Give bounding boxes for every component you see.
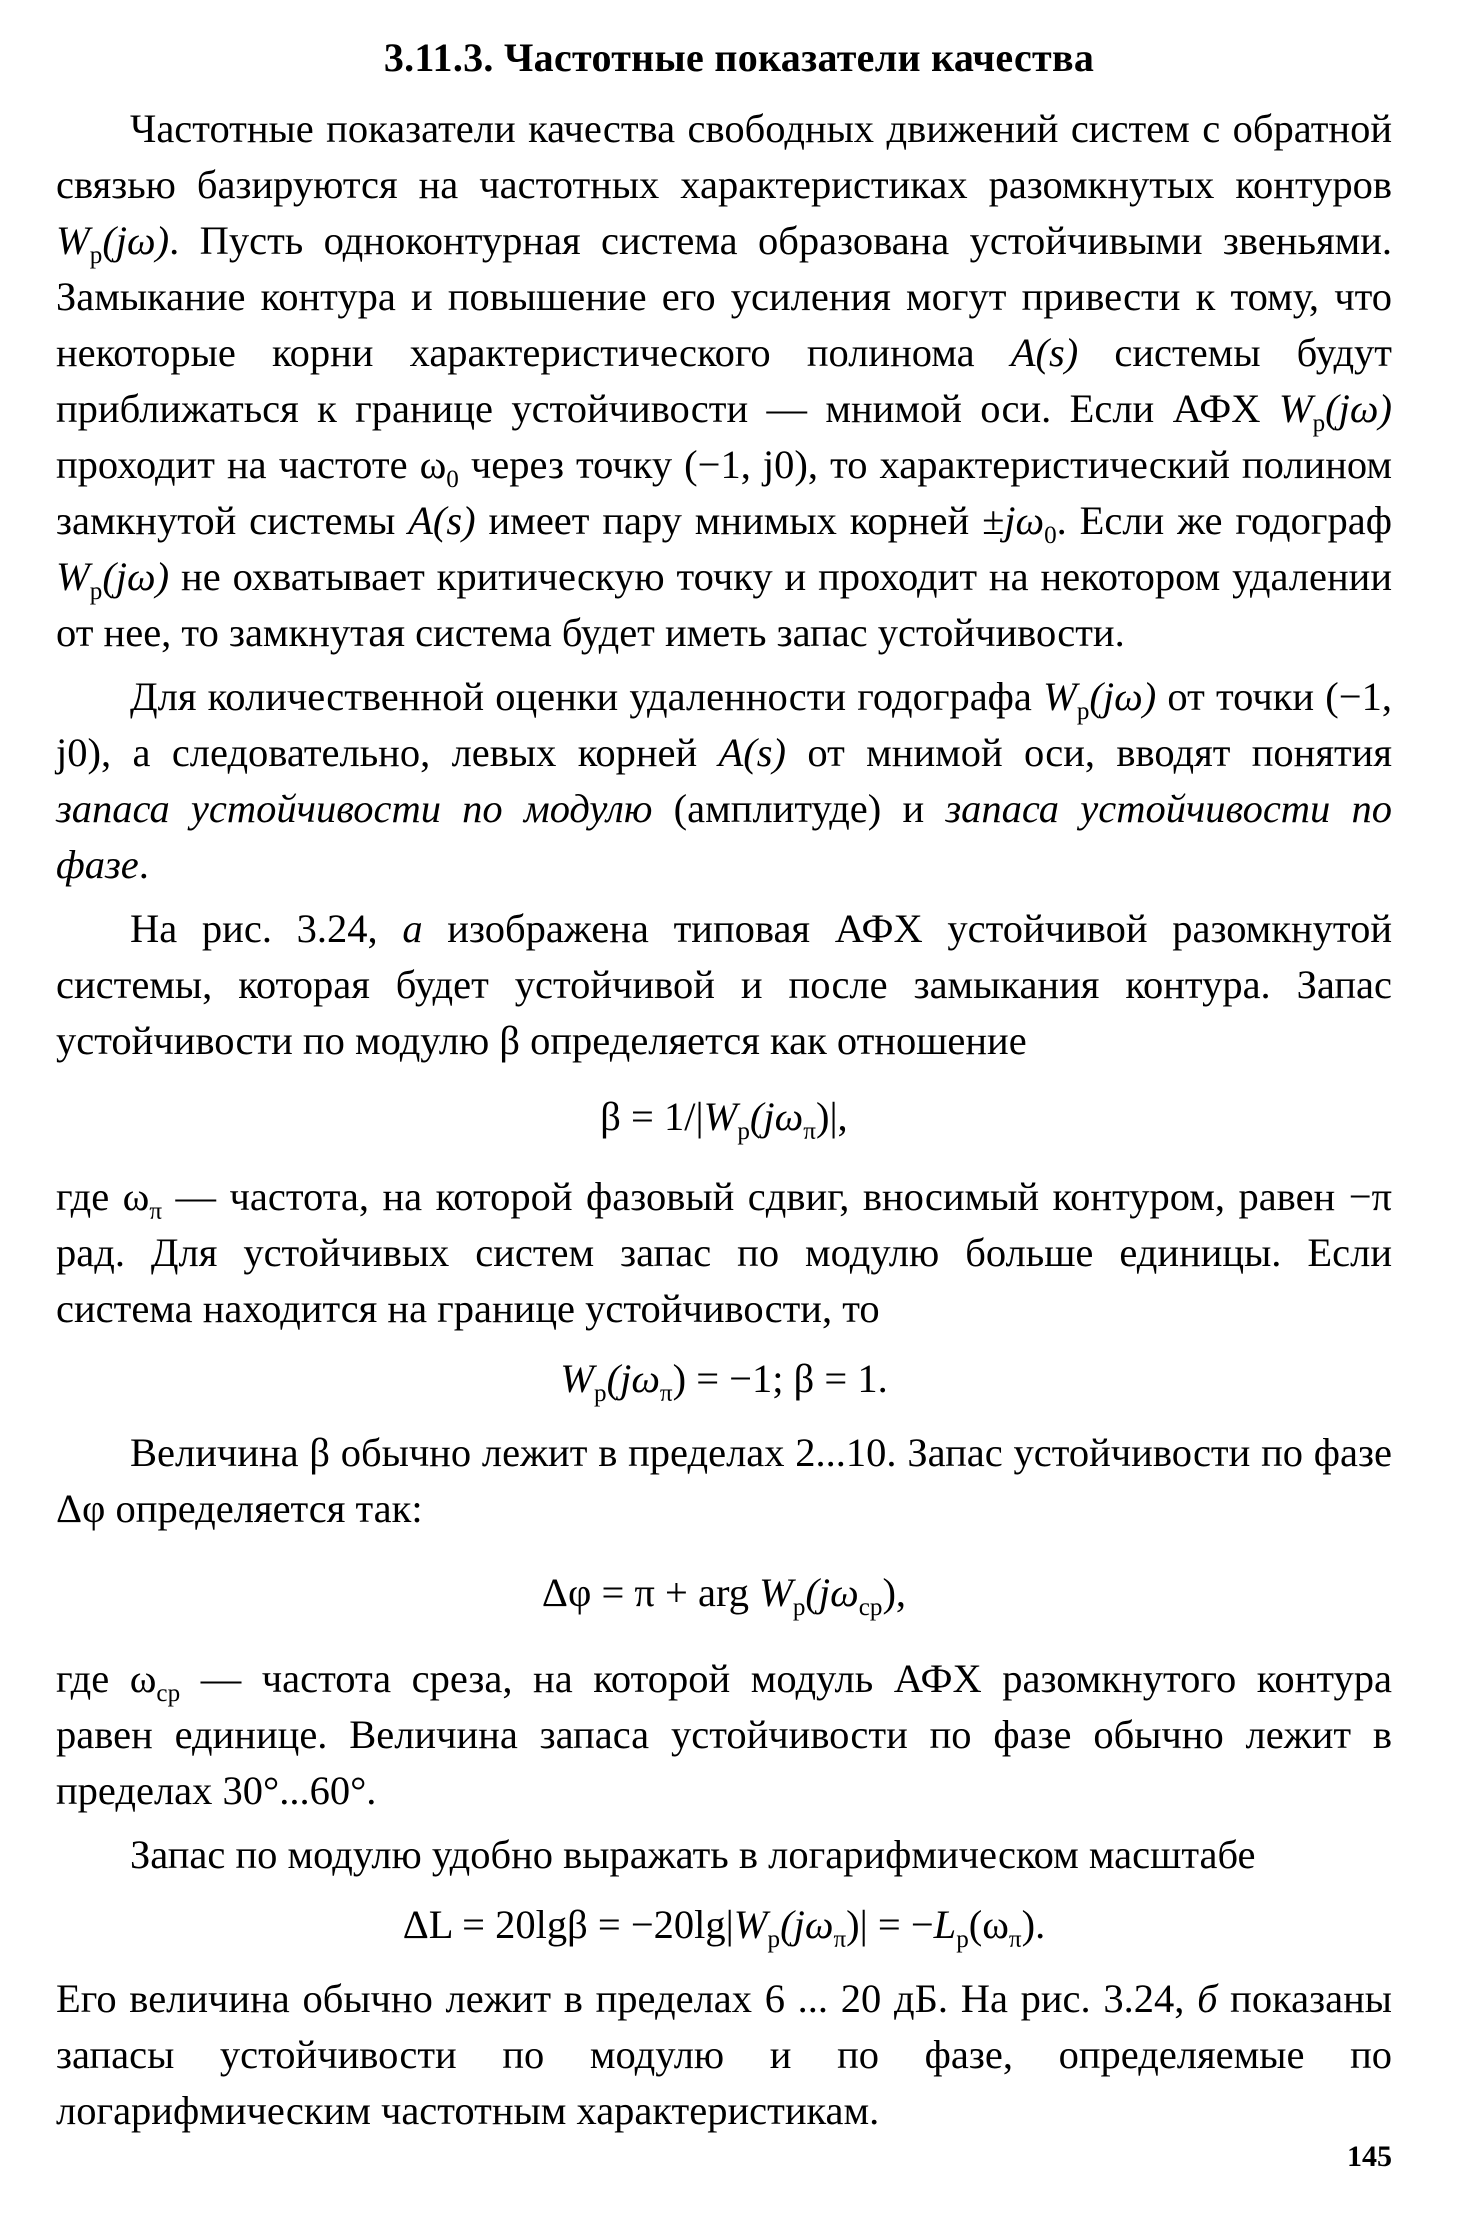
paragraph-1: Частотные показатели качества свободных движений систем с обратной связью базируются на частотных характеристиках разомкнутых контуров $W_р(j\omega)$. Пусть одноконтурная система образована устойчивыми звеньями. Замыкание контура и повышение его усиления могут привести к тому, что некоторые корни характеристического полинома A(s) системы будут приближаться к границе устойчивости — мнимой оси. Если АФХ $W_р(j\omega)$ проходит на частоте $\omega_0$ через точку (−1, j0), то характеристический полином замкнутой системы A(s) имеет пару мнимых корней $\pm j\omega_0$. Если же годограф $W_р(j\omega)$ не охватывает критическую точку и проходит на некотором удалении от нее, то замкнутая система будет иметь запас устойчивости. — [56, 106, 1392, 655]
formula-gain-margin: $\beta = 1/|W_р(j\omega_\pi)|$, — [600, 1094, 848, 1145]
formula-stability-boundary: $W_р(j\omega_\pi) = -1$; β = 1. — [560, 1356, 888, 1407]
paragraph-6: где $\omega_{ср}$ — частота среза, на которой модуль АФХ разомкнутого контура равен единице. Величина запаса устойчивости по фазе обычно лежит в пределах 30°...60°. — [56, 1656, 1392, 1813]
term-phase-margin: запаса устойчивости по фазе — [56, 786, 1392, 887]
formula-log-gain-margin: $\Delta L = 20\lg\beta = -20\lg|W_р(j\omega_\pi)| = -L_р(\omega_\pi)$. — [402, 1902, 1046, 1953]
paragraph-2: Для количественной оценки удаленности годографа $W_р(j\omega)$ от точки (−1, j0), а следовательно, левых корней A(s) от мнимой оси, вводят понятия запаса устойчивости по модулю (амплитуде) и запаса устойчивости по фазе. — [56, 674, 1392, 887]
paragraph-7: Запас по модулю удобно выражать в логарифмическом масштабе — [130, 1832, 1256, 1877]
paragraph-4: где $\omega_\pi$ — частота, на которой фазовый сдвиг, вносимый контуром, равен −π рад. Для устойчивых систем запас по модулю больше единицы. Если система находится на границе устойчивости, то — [56, 1174, 1392, 1331]
paragraph-5: Величина β обычно лежит в пределах 2...10. Запас устойчивости по фазе Δφ определяется так: — [56, 1430, 1392, 1531]
page-number: 145 — [1347, 2140, 1392, 2173]
paragraph-3: На рис. 3.24, а изображена типовая АФХ устойчивой разомкнутой системы, которая будет устойчивой и после замыкания контура. Запас устойчивости по модулю β определяется как отношение — [56, 906, 1393, 1063]
section-title: 3.11.3. Частотные показатели качества — [383, 35, 1095, 80]
paragraph-8: Его величина обычно лежит в пределах 6 ... 20 дБ. На рис. 3.24, б показаны запасы устойчивости по модулю и по фазе, определяемые по логарифмическим частотным характеристикам. — [56, 1976, 1393, 2133]
term-gain-margin: запаса устойчивости по модулю — [56, 786, 653, 831]
formula-phase-margin: Δφ = π + arg $W_р(j\omega_{ср})$, — [541, 1570, 907, 1621]
